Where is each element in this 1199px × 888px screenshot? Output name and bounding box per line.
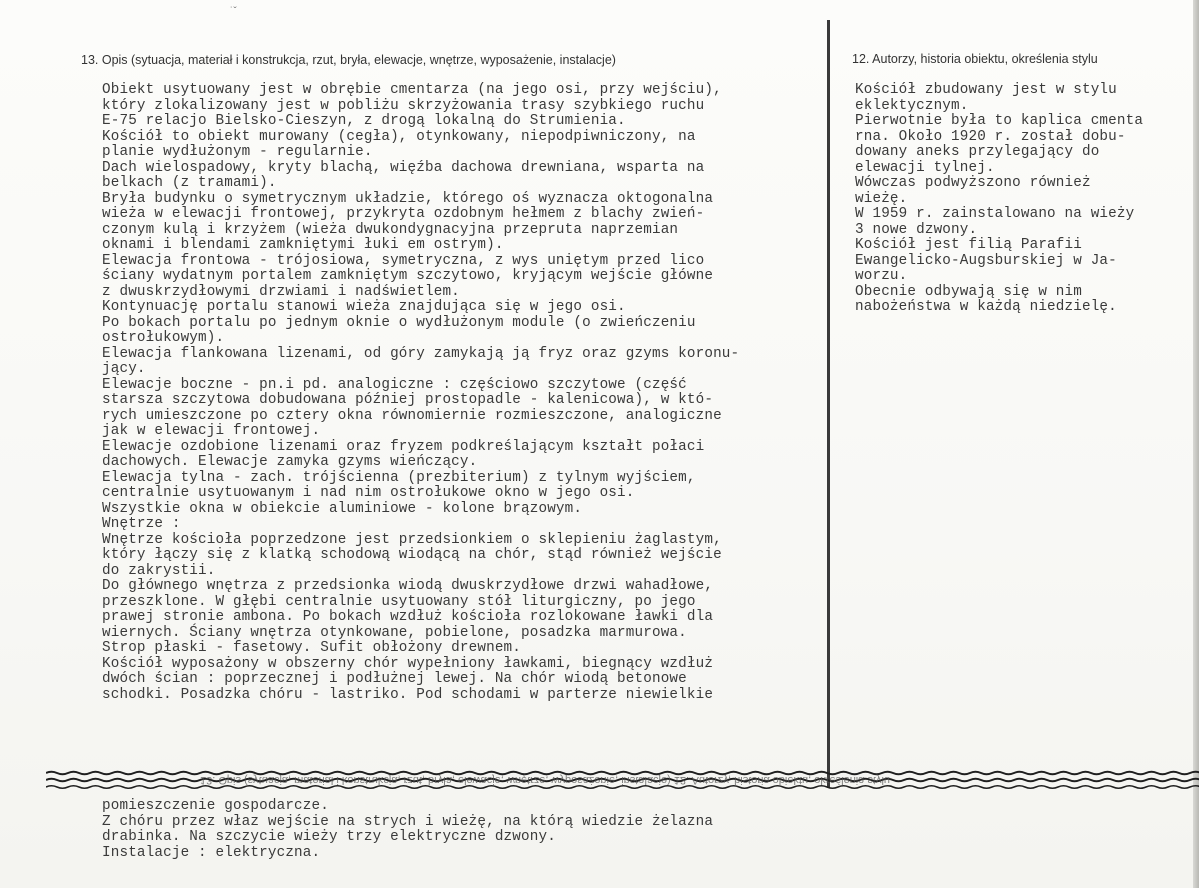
print-speck: ˙ˇ	[230, 6, 237, 17]
text-line: Z chóru przez właz wejście na strych i wieżę, na którą wiedzie żelazna	[102, 813, 714, 830]
text-line: Kościół to obiekt murowany (cegła), otynkowany, niepodpiwniczony, na	[102, 128, 696, 145]
text-line: oknami i blendami zamkniętymi łuki em ostrym).	[102, 237, 504, 253]
text-line: dachowych. Elewacje zamyka gzyms wieńczący.	[102, 454, 478, 470]
text-line: Strop płaski - fasetowy. Sufit obłożony drewnem.	[102, 640, 522, 656]
text-line: Wszystkie okna w obiekcie aluminiowe - kolone brązowym.	[102, 500, 583, 517]
text-line: jący.	[102, 361, 146, 377]
section-13-heading: 13. Opis (sytuacja, materiał i konstrukcja, rzut, bryła, elewacje, wnętrze, wyposażenie, instalacje)	[81, 53, 616, 67]
text-line: pomieszczenie gospodarcze.	[102, 798, 329, 814]
text-line: wieżę.	[855, 190, 908, 207]
text-line: Instalacje : elektryczna.	[102, 844, 321, 861]
text-line: Elewacja frontowa - trójosiowa, symetryczna, z wys uniętym przed lico	[102, 252, 705, 269]
text-line: Wnętrze kościoła poprzedzone jest przedsionkiem o sklepieniu żaglastym,	[102, 531, 722, 548]
text-line: wiernych. Ściany wnętrza otynkowane, pobielone, posadzka marmurowa.	[102, 624, 687, 641]
text-line: Bryła budynku o symetrycznym układzie, którego oś wyznacza oktogonalna	[102, 190, 714, 207]
text-line: czonym kulą i krzyżem (wieża dwukondygnacyjna przepruta naprzemian	[102, 221, 679, 238]
text-line: przeszklone. W głębi centralnie usytuowany stół liturgiczny, po jego	[102, 593, 696, 610]
text-line: drabinka. Na szczycie wieży trzy elektryczne dzwony.	[102, 829, 556, 845]
text-line: Dach wielospadowy, kryty blachą, więźba dachowa drewniana, wsparta na	[102, 159, 705, 176]
text-line: planie wydłużonym - regularnie.	[102, 144, 373, 160]
text-line: Elewacja tylna - zach. trójścienna (prezbiterium) z tylnym wyjściem,	[102, 469, 696, 486]
text-line: rych umieszczone po cztery okna równomiernie rozmieszczone, analogiczne	[102, 407, 722, 424]
text-line: Wnętrze :	[102, 516, 181, 532]
text-line: do zakrystii.	[102, 562, 216, 579]
text-line: Elewacja flankowana lizenami, od góry zamykają ją fryz oraz gzyms koronu-	[102, 345, 740, 362]
text-line: ostrołukowym).	[102, 330, 225, 346]
mirrored-heading-bleed: 13. Opis (sytuacja, materiał i konstrukcja, rzut, bryła, elewacje, wnętrze, wyposażenie, instalacje) 12. Autorzy, historia obiektu, określenia stylu	[200, 774, 891, 786]
description-text	[102, 83, 739, 703]
text-line: 3 nowe dzwony.	[855, 221, 978, 238]
text-line: Po bokach portalu po jednym oknie o wydłużonym module (o zwieńczeniu	[102, 314, 696, 331]
text-line: który łączy się z klatką schodową wiodącą na chór, stąd również wejście	[102, 547, 722, 563]
text-line: elewacji tylnej.	[855, 159, 995, 176]
page-edge	[1193, 0, 1199, 888]
text-line: prawej stronie ambona. Po bokach wzdłuż kościoła rozlokowane ławki dla	[102, 609, 714, 625]
column-divider	[827, 20, 830, 788]
text-line: Pierwotnie była to kaplica cmenta	[855, 113, 1144, 129]
section-12-heading: 12. Autorzy, historia obiektu, określenia stylu	[852, 52, 1098, 66]
text-line: starsza szczytowa dobudowana później prostopadle - kalenicowa), w któ-	[102, 392, 714, 408]
text-line: centralnie usytuowanym i nad nim ostrołukowe okno w jego osi.	[102, 485, 635, 501]
text-line: Elewacje boczne - pn.i pd. analogiczne : częściowo szczytowe (część	[102, 376, 687, 393]
text-line: Ewangelicko-Augsburskiej w Ja-	[855, 252, 1117, 269]
text-line: belkach (z tramami).	[102, 175, 277, 191]
text-line: ściany wydatnym portalem zamkniętym szczytowo, kryjącym wejście główne	[102, 268, 714, 284]
text-line: Wówczas podwyższono również	[855, 175, 1091, 191]
text-line: jak w elewacji frontowej.	[102, 423, 321, 439]
text-line: schodki. Posadzka chóru - lastriko. Pod schodami w parterze niewielkie	[102, 686, 714, 703]
text-line: który zlokalizowany jest w pobliżu skrzyżowania trasy szybkiego ruchu	[102, 97, 705, 114]
text-line: Elewacje ozdobione lizenami oraz fryzem podkreślającym kształt połaci	[102, 438, 705, 455]
text-line: Obecnie odbywają się w nim	[855, 283, 1082, 300]
text-line: Kościół jest filią Parafii	[855, 237, 1082, 253]
text-line: E-75 relacjo Bielsko-Cieszyn, z drogą lokalną do Strumienia.	[102, 113, 626, 129]
text-line: nabożeństwa w każdą niedzielę.	[855, 299, 1117, 315]
text-line: worzu.	[855, 268, 908, 284]
text-line: rna. Około 1920 r. został dobu-	[855, 128, 1126, 145]
text-line: Obiekt usytuowany jest w obrębie cmentarza (na jego osi, przy wejściu),	[102, 82, 722, 98]
text-line: wieża w elewacji frontowej, przykryta ozdobnym hełmem z blachy zwień-	[102, 206, 705, 222]
continuation-text	[102, 799, 713, 861]
text-line: Kościół zbudowany jest w stylu	[855, 82, 1117, 98]
history-text	[855, 83, 1143, 316]
text-line: eklektycznym.	[855, 97, 969, 114]
text-line: dowany aneks przylegający do	[855, 144, 1100, 160]
text-line: W 1959 r. zainstalowano na wieży	[855, 206, 1135, 222]
text-line: dwóch ścian : poprzecznej i podłużnej lewej. Na chór wiodą betonowe	[102, 671, 687, 687]
text-line: z dwuskrzydłowymi drzwiami i nadświetlem.	[102, 283, 460, 300]
text-line: Kontynuację portalu stanowi wieża znajdująca się w jego osi.	[102, 299, 626, 315]
text-line: Do głównego wnętrza z przedsionka wiodą dwuskrzydłowe drzwi wahadłowe,	[102, 578, 714, 594]
text-line: Kościół wyposażony w obszerny chór wypełniony ławkami, biegnący wzdłuż	[102, 655, 714, 672]
